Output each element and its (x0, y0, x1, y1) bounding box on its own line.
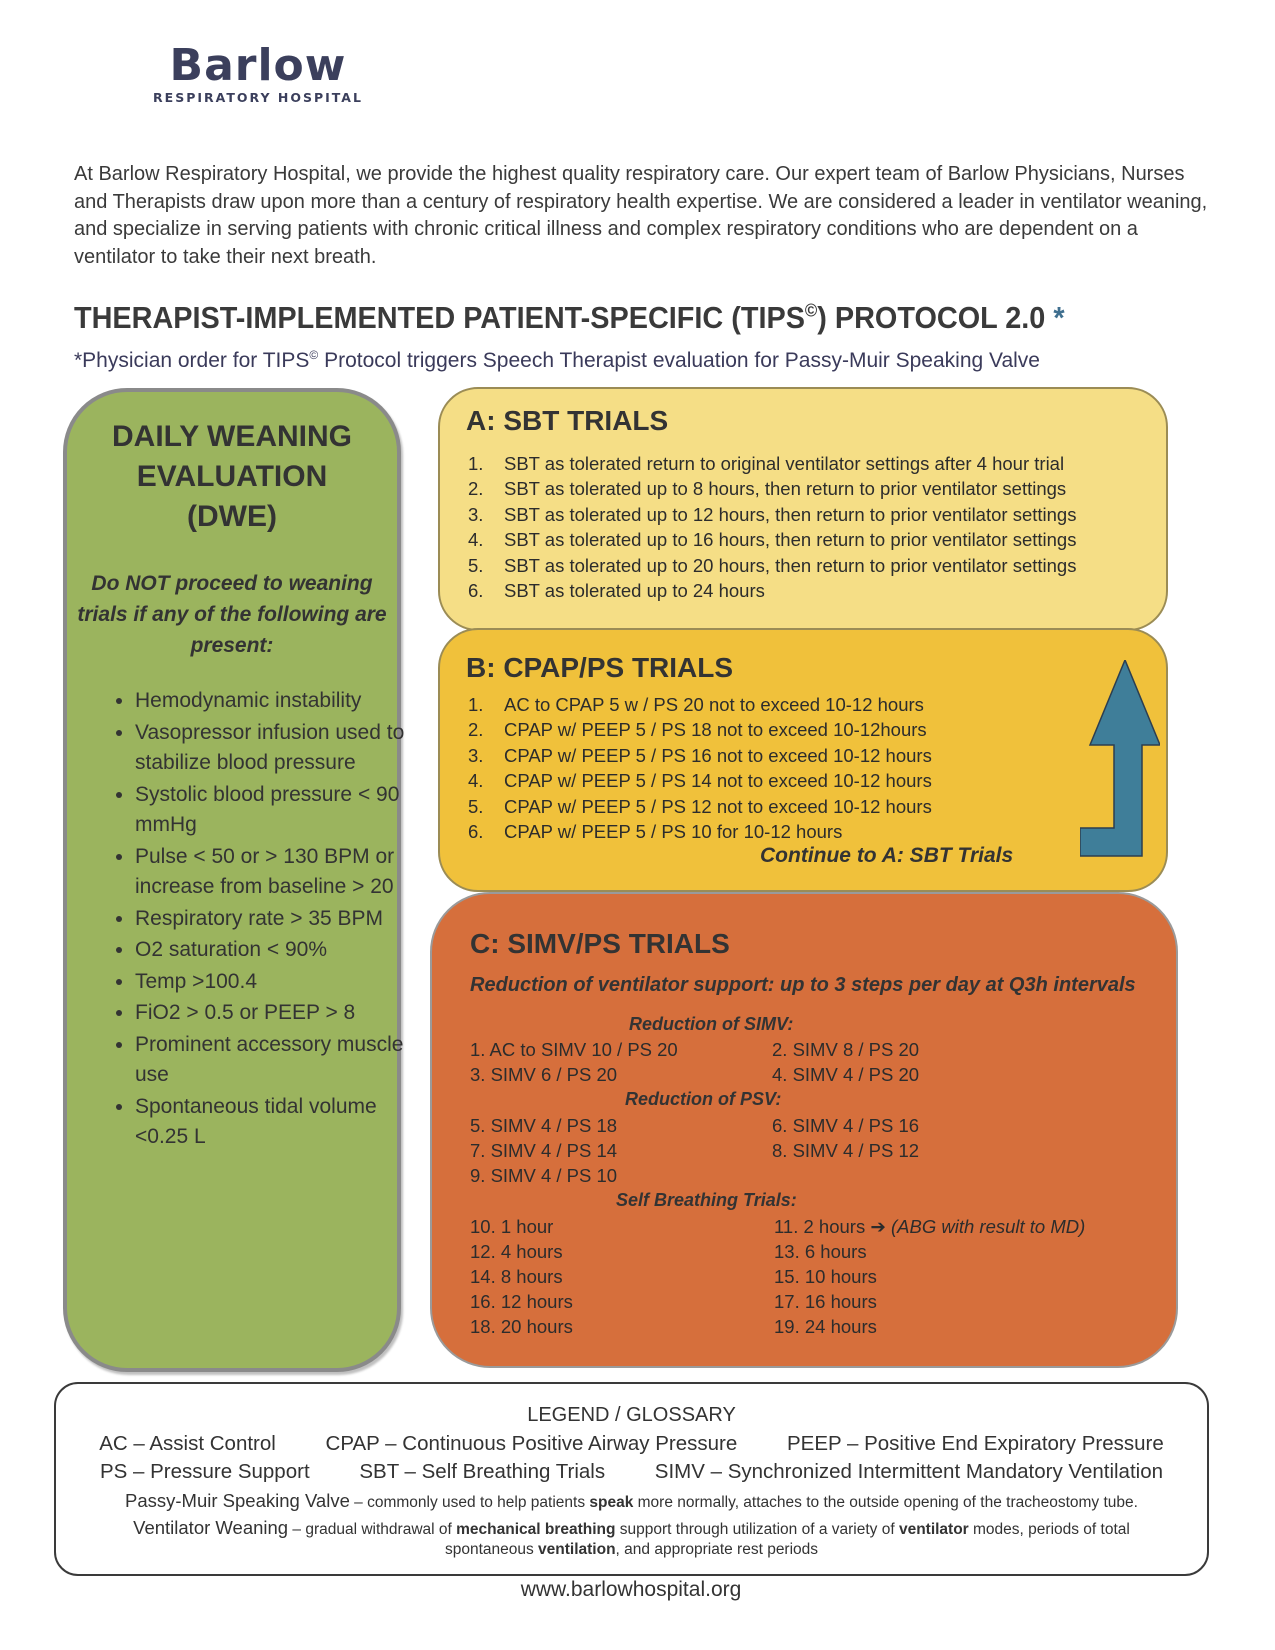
simv-subtitle: Reduction of ventilator support: up to 3 steps per day at Q3h intervals (470, 974, 1136, 996)
list-item: 3. SIMV 6 / PS 20 (470, 1064, 618, 1085)
list-item: 4. SIMV 4 / PS 20 (772, 1064, 920, 1085)
list-item: • Respiratory rate > 35 BPM (135, 904, 425, 935)
abg-note: (ABG with result to MD) (891, 1216, 1086, 1237)
sbt-trials-panel (438, 387, 1168, 631)
self-breathing-section-heading: Self Breathing Trials: (616, 1190, 797, 1210)
protocol-title: THERAPIST-IMPLEMENTED PATIENT-SPECIFIC (TIPS©) PROTOCOL 2.0 * (74, 300, 1065, 335)
up-arrow-icon (1080, 660, 1160, 866)
list-item: 4. CPAP w/ PEEP 5 / PS 14 not to exceed 10-12 hours (468, 770, 932, 792)
list-item: 5. CPAP w/ PEEP 5 / PS 12 not to exceed 10-12 hours (468, 795, 932, 817)
list-item: 5. SBT as tolerated up to 20 hours, then return to prior ventilator settings (468, 554, 1077, 576)
legend-row (56, 1460, 1207, 1484)
sbt-list (468, 451, 1076, 603)
list-item: 1. AC to CPAP 5 w / PS 20 not to exceed 10-12 hours (468, 694, 924, 715)
list-item: • Prominent accessory muscle use (135, 1030, 425, 1091)
simv-title: C: SIMV/PS TRIALS (470, 928, 730, 959)
list-item: 2. CPAP w/ PEEP 5 / PS 18 not to exceed 10-12hours (468, 719, 927, 741)
hospital-logo (148, 40, 368, 105)
cpap-trials-panel (438, 628, 1168, 892)
ventilator-weaning-definition: Ventilator Weaning – gradual withdrawal of mechanical breathing support through utilization of a variety of ventilator modes, periods of total (133, 1517, 1130, 1538)
dwe-title: DAILY WEANING EVALUATION (DWE) (111, 420, 353, 533)
ventilator-weaning-definition-cont: spontaneous ventilation, and appropriate rest periods (444, 1541, 819, 1558)
list-item: 4. SBT as tolerated up to 16 hours, then return to prior ventilator settings (468, 529, 1077, 551)
legend-glossary (54, 1382, 1209, 1576)
list-item: 3. SBT as tolerated up to 12 hours, then return to prior ventilator settings (468, 503, 1077, 525)
passy-muir-definition: Passy-Muir Speaking Valve – commonly used to help patients speak more normally, attaches to the outside opening of the tracheostomy tube. (125, 1490, 1138, 1511)
list-item: 15. 10 hours (774, 1266, 877, 1287)
list-item: 18. 20 hours (470, 1316, 573, 1337)
list-item: 8. SIMV 4 / PS 12 (772, 1140, 920, 1161)
legend-title: LEGEND / GLOSSARY (527, 1404, 736, 1426)
website-link[interactable]: www.barlowhospital.org (520, 1578, 742, 1601)
list-item: 16. 12 hours (470, 1291, 573, 1312)
list-item: 10. 1 hour (470, 1216, 554, 1237)
list-item: • Hemodynamic instability (135, 686, 425, 717)
legend-row (56, 1432, 1207, 1456)
list-item: 13. 6 hours (774, 1241, 867, 1262)
list-item: 2. SBT as tolerated up to 8 hours, then return to prior ventilator settings (468, 478, 1067, 500)
list-item: 2. SIMV 8 / PS 20 (772, 1039, 920, 1060)
legend-entry: PS – Pressure Support (99, 1460, 310, 1483)
list-item: 6. SIMV 4 / PS 16 (772, 1115, 920, 1136)
list-item: 1. SBT as tolerated return to original ventilator settings after 4 hour trial (468, 453, 1065, 474)
right-arrow-icon: ➔ (870, 1216, 886, 1237)
protocol-subtitle: *Physician order for TIPS© Protocol triggers Speech Therapist evaluation for Passy-Muir Speaking Valve (74, 348, 1040, 372)
daily-weaning-evaluation-panel (63, 388, 405, 1372)
list-item: 9. SIMV 4 / PS 10 (470, 1165, 618, 1186)
logo-subtitle: RESPIRATORY HOSPITAL (153, 90, 363, 105)
intro-paragraph: At Barlow Respiratory Hospital, we provide the highest quality respiratory care. Our expert team of Barlow Physicians, Nurses and Therapists draw upon more than a century of respiratory health expertise. We are considered a leader in ventilator weaning, and specialize in serving patients with chronic critical illness and complex respiratory conditions who are dependent on a ventilator to take their next breath. (74, 163, 1208, 268)
list-item: 5. SIMV 4 / PS 18 (470, 1115, 618, 1136)
logo-name: Barlow (169, 40, 347, 91)
legend-entry: AC – Assist Control (99, 1432, 276, 1455)
list-item: 3. CPAP w/ PEEP 5 / PS 16 not to exceed 10-12 hours (468, 744, 932, 766)
list-item: • Pulse < 50 or > 130 BPM or increase from baseline > 20 (135, 842, 425, 903)
list-item: 6. CPAP w/ PEEP 5 / PS 10 for 10-12 hours (468, 821, 843, 843)
list-item: 7. SIMV 4 / PS 14 (470, 1140, 618, 1161)
dwe-warning: Do NOT proceed to weaning trials if any of the following are present: (77, 572, 387, 657)
legend-entry: SBT – Self Breathing Trials (359, 1460, 606, 1483)
list-item: 1. AC to SIMV 10 / PS 20 (470, 1039, 678, 1060)
sbt-title: A: SBT TRIALS (466, 405, 669, 436)
list-item: • Spontaneous tidal volume <0.25 L (135, 1092, 425, 1153)
list-item: • O2 saturation < 90% (135, 935, 425, 966)
cpap-list (468, 692, 932, 844)
list-item: 14. 8 hours (470, 1266, 563, 1287)
simv-section-heading: Reduction of SIMV: (629, 1014, 794, 1034)
list-item: 11. 2 hours ➔ (ABG with result to MD) (774, 1216, 1086, 1237)
list-item: 19. 24 hours (774, 1316, 877, 1337)
list-item: 17. 16 hours (774, 1291, 877, 1312)
legend-entry: SIMV – Synchronized Intermittent Mandatory Ventilation (654, 1460, 1164, 1483)
list-item: • Temp >100.4 (135, 967, 425, 998)
list-item: • Systolic blood pressure < 90 mmHg (135, 780, 425, 841)
title-asterisk: * (1053, 300, 1065, 335)
cpap-title: B: CPAP/PS TRIALS (466, 652, 734, 683)
list-item: • Vasopressor infusion used to stabilize blood pressure (135, 718, 425, 779)
list-item: 12. 4 hours (470, 1241, 563, 1262)
list-item: • FiO2 > 0.5 or PEEP > 8 (135, 998, 425, 1029)
continue-to-sbt-label: Continue to A: SBT Trials (760, 844, 1014, 867)
legend-entry: PEEP – Positive End Expiratory Pressure (786, 1432, 1164, 1455)
dwe-criteria-list (97, 686, 425, 1154)
legend-entry: CPAP – Continuous Positive Airway Pressure (325, 1432, 738, 1455)
list-item: 6. SBT as tolerated up to 24 hours (468, 580, 765, 602)
psv-section-heading: Reduction of PSV: (625, 1089, 782, 1109)
simv-trials-panel (430, 892, 1178, 1368)
